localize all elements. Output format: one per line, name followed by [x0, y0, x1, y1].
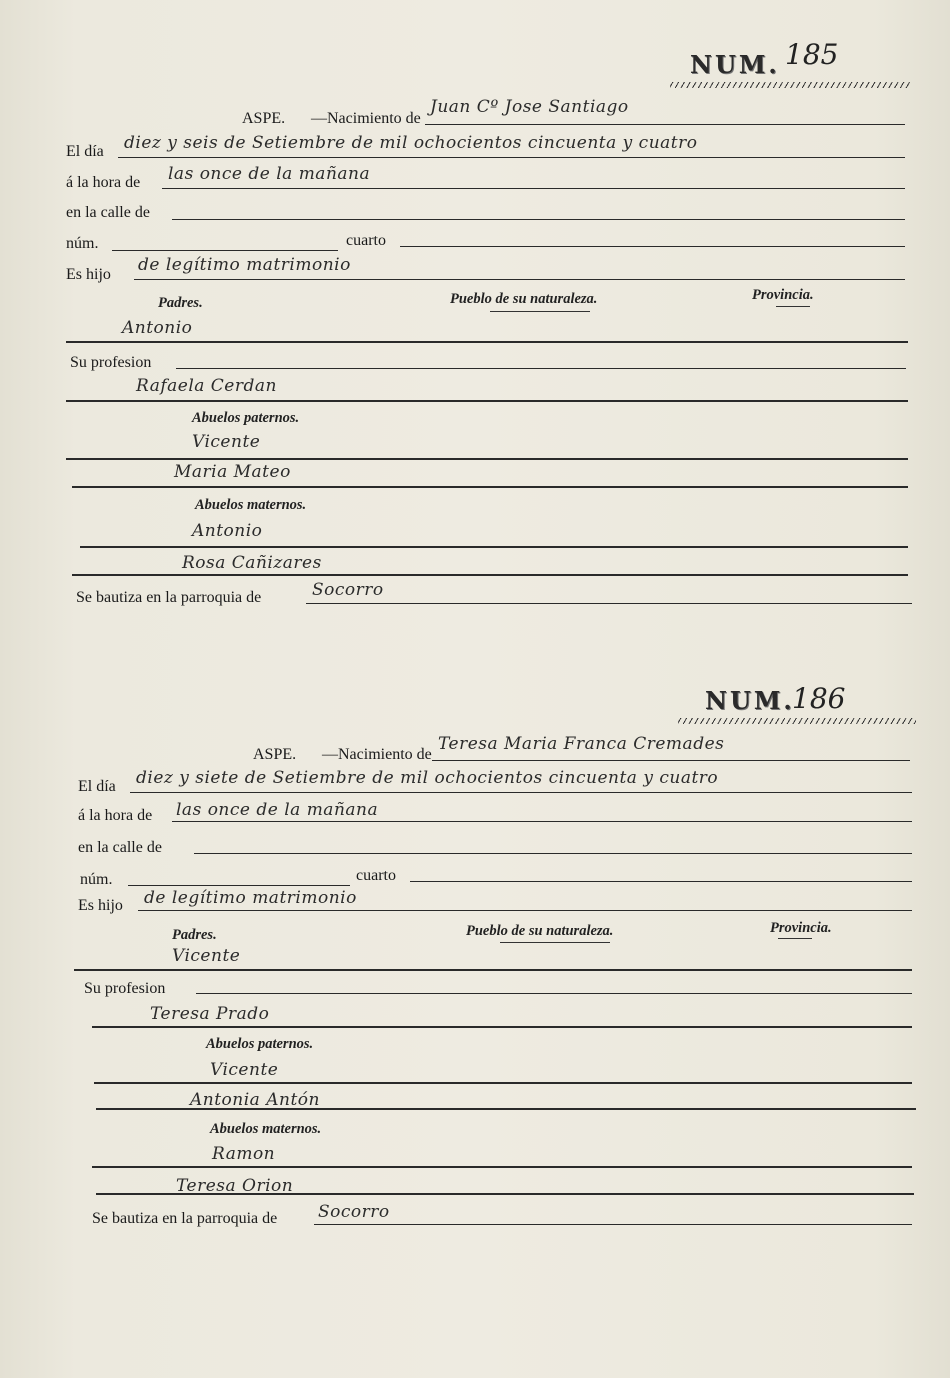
madre-line [92, 1026, 912, 1028]
madre-value: Teresa Prado [150, 1004, 270, 1024]
abuelo-materno-value: Ramon [212, 1144, 276, 1164]
abuelo-paterno-line [94, 1082, 912, 1084]
name-line [432, 760, 910, 761]
hora-line [172, 821, 912, 822]
record-number-label: NUM. [690, 50, 780, 79]
pueblo-label: Pueblo de su naturaleza. [450, 291, 598, 307]
profesion-line [176, 368, 906, 369]
dia-value: diez y seis de Setiembre de mil ochocientos cincuenta y cuatro [124, 133, 698, 153]
abuela-paterna-line [72, 486, 908, 488]
parroquia-value: Socorro [312, 580, 384, 600]
cuarto-line [400, 246, 905, 247]
padre-line [74, 969, 912, 971]
cuarto-label: cuarto [356, 867, 396, 884]
town-label: ASPE. [253, 746, 297, 763]
abuela-paterna-value: Antonia Antón [190, 1090, 320, 1110]
nacimiento-label: —Nacimiento de [311, 110, 421, 127]
provincia-label: Provincia. [752, 287, 814, 303]
ornamental-rule [670, 82, 910, 88]
abuelo-materno-line [80, 546, 908, 548]
num-field-label: núm. [66, 235, 99, 252]
parroquia-line [314, 1224, 912, 1225]
calle-line [172, 219, 905, 220]
madre-line [66, 400, 908, 402]
pueblo-underline [490, 311, 590, 312]
abuelos-maternos-label: Abuelos maternos. [210, 1121, 322, 1137]
parroquia-line [306, 603, 912, 604]
dia-line [118, 157, 905, 158]
record-number-label: NUM. [705, 686, 795, 715]
abuelo-paterno-value: Vicente [210, 1060, 279, 1080]
parroquia-label: Se bautiza en la parroquia de [76, 589, 262, 606]
name-line [425, 124, 905, 125]
abuela-materna-value: Rosa Cañizares [182, 553, 322, 573]
record-number-value: 185 [785, 38, 839, 71]
provincia-underline [778, 938, 812, 939]
num-field-line [128, 885, 350, 886]
cuarto-label: cuarto [346, 232, 386, 249]
padre-value: Vicente [172, 946, 241, 966]
abuela-materna-line [96, 1193, 914, 1195]
hora-line [162, 188, 905, 189]
hijo-label: Es hijo [66, 266, 111, 283]
hora-label: á la hora de [66, 174, 141, 191]
parroquia-value: Socorro [318, 1202, 390, 1222]
padre-line [66, 341, 908, 343]
abuelo-materno-value: Antonio [192, 521, 263, 541]
padre-value: Antonio [122, 318, 193, 338]
pueblo-label: Pueblo de su naturaleza. [466, 923, 614, 939]
abuela-paterna-value: Maria Mateo [174, 462, 291, 482]
madre-value: Rafaela Cerdan [136, 376, 277, 396]
abuela-materna-line [72, 574, 908, 576]
town-label: ASPE. [242, 110, 286, 127]
hora-label: á la hora de [78, 807, 153, 824]
profesion-line [196, 993, 912, 994]
ornamental-rule [678, 718, 916, 724]
cuarto-line [410, 881, 912, 882]
provincia-label: Provincia. [770, 920, 832, 936]
hora-value: las once de la mañana [168, 164, 371, 184]
abuelos-maternos-label: Abuelos maternos. [195, 497, 307, 513]
calle-line [194, 853, 912, 854]
child-name-value: Juan Cº Jose Santiago [430, 97, 629, 117]
provincia-underline [776, 306, 810, 307]
abuelo-paterno-line [66, 458, 908, 460]
hijo-value: de legítimo matrimonio [144, 888, 357, 908]
abuelos-paternos-label: Abuelos paternos. [206, 1036, 314, 1052]
hijo-line [134, 279, 905, 280]
hijo-value: de legítimo matrimonio [138, 255, 351, 275]
dia-label: El día [78, 778, 116, 795]
num-field-label: núm. [80, 871, 113, 888]
record-number-value: 186 [792, 682, 846, 715]
num-field-line [112, 250, 338, 251]
pueblo-underline [500, 942, 610, 943]
calle-label: en la calle de [78, 839, 162, 856]
profesion-label: Su profesion [84, 980, 166, 997]
parroquia-label: Se bautiza en la parroquia de [92, 1210, 278, 1227]
padres-label: Padres. [158, 295, 203, 311]
abuelo-paterno-value: Vicente [192, 432, 261, 452]
dia-line [130, 792, 912, 793]
child-name-value: Teresa Maria Franca Cremades [438, 734, 725, 754]
hijo-line [138, 910, 912, 911]
dia-value: diez y siete de Setiembre de mil ochocientos cincuenta y cuatro [136, 768, 719, 788]
abuelo-materno-line [92, 1166, 912, 1168]
hora-value: las once de la mañana [176, 800, 379, 820]
profesion-label: Su profesion [70, 354, 152, 371]
hijo-label: Es hijo [78, 897, 123, 914]
nacimiento-label: —Nacimiento de [322, 746, 432, 763]
dia-label: El día [66, 143, 104, 160]
abuela-materna-value: Teresa Orion [176, 1176, 294, 1196]
padres-label: Padres. [172, 927, 217, 943]
abuela-paterna-line [96, 1108, 916, 1110]
abuelos-paternos-label: Abuelos paternos. [192, 410, 300, 426]
calle-label: en la calle de [66, 204, 150, 221]
